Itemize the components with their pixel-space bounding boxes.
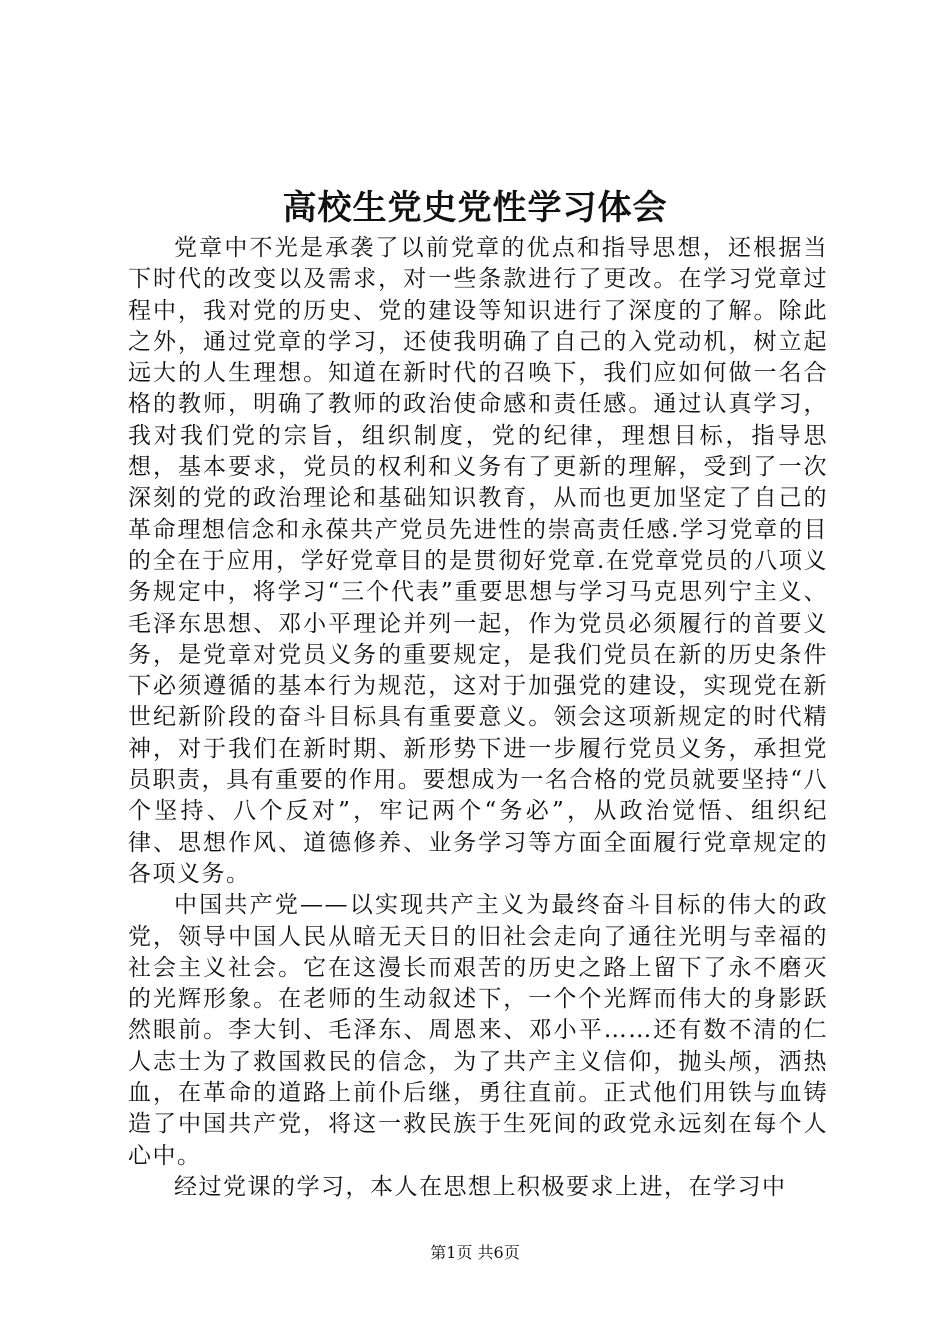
paragraph-1: 党章中不光是承袭了以前党章的优点和指导思想，还根据当下时代的改变以及需求，对一些条款进行了更改。在学习党章过程中，我对党的历史、党的建设等知识进行了深度的了解。除此之外，通过党章的学习，还使我明确了自己的入党动机，树立起远大的人生理想。知道在新时代的召唤下，我们应如何做一名合格的教师，明确了教师的政治使命感和责任感。通过认真学习，我对我们党的宗旨，组织制度，党的纪律，理想目标，指导思想，基本要求，党员的权利和义务有了更新的理解，受到了一次深刻的党的政治理论和基础知识教育，从而也更加坚定了自己的革命理想信念和永葆共产党员先进性的崇高责任感.学习党章的目的全在于应用，学好党章目的是贯彻好党章.在党章党员的八项义务规定中，将学习“三个代表”重要思想与学习马克思列宁主义、毛泽东思想、邓小平理论并列一起，作为党员必须履行的首要义务，是党章对党员义务的重要规定，是我们党员在新的历史条件下必须遵循的基本行为规范，这对于加强党的建设，实现党在新世纪新阶段的奋斗目标具有重要意义。领会这项新规定的时代精神，对于我们在新时期、新形势下进一步履行党员义务，承担党员职责，具有重要的作用。要想成为一名合格的党员就要坚持“八个坚持、八个反对”，牢记两个“务必”，从政治觉悟、组织纪律、思想作风、道德修养、业务学习等方面全面履行党章规定的各项义务。 [128, 235, 828, 887]
paragraph-2: 中国共产党——以实现共产主义为最终奋斗目标的伟大的政党，领导中国人民从暗无天日的旧社会走向了通往光明与幸福的社会主义社会。它在这漫长而艰苦的历史之路上留下了永不磨灭的光辉形象。在老师的生动叙述下，一个个光辉而伟大的身影跃然眼前。李大钊、毛泽东、周恩来、邓小平……还有数不清的仁人志士为了救国救民的信念，为了共产主义信仰，抛头颅，洒热血，在革命的道路上前仆后继，勇往直前。正式他们用铁与血铸造了中国共产党，将这一救民族于生死间的政党永远刻在每个人心中。 [128, 892, 828, 1169]
document-body [128, 233, 828, 1203]
page-number-footer: 第1页 共6页 [430, 1243, 520, 1262]
paragraph-3: 经过党课的学习，本人在思想上积极要求上进，在学习中 [174, 1173, 787, 1200]
document-title: 高校生党史党性学习体会 [282, 188, 668, 228]
